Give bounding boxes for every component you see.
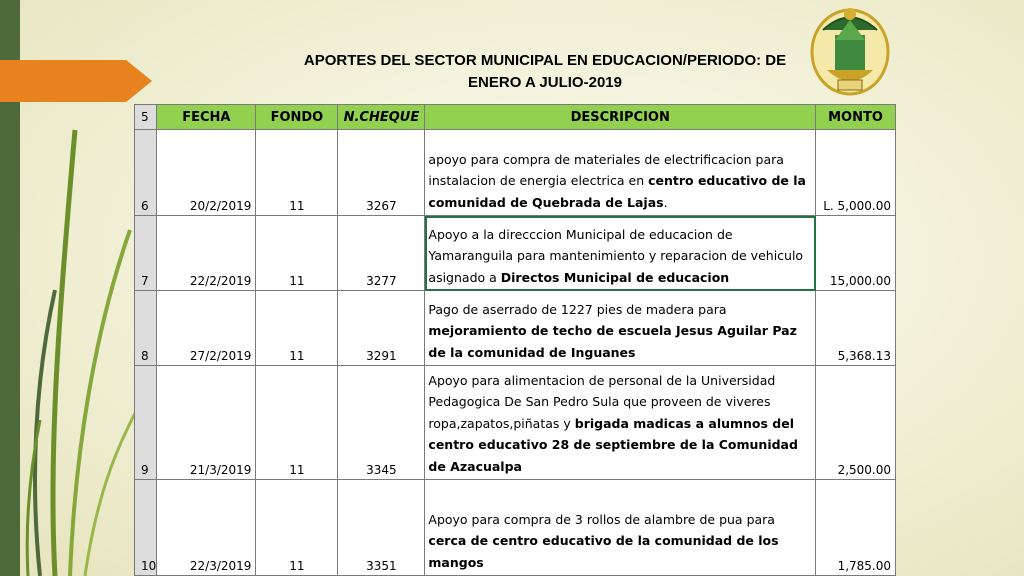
row-number[interactable]: 7 bbox=[135, 216, 157, 291]
header-fondo[interactable]: FONDO bbox=[256, 105, 338, 130]
desc-tail: . bbox=[663, 194, 668, 210]
desc-bold: centro educativo de la comunidad de Quebrada de Lajas bbox=[428, 173, 806, 210]
cell-fondo[interactable]: 11 bbox=[256, 480, 338, 576]
cell-cheque[interactable]: 3291 bbox=[338, 291, 425, 366]
desc-plain: Pago de aserrado de 1227 pies de madera para bbox=[428, 301, 727, 317]
cell-monto[interactable]: 2,500.00 bbox=[816, 366, 896, 480]
table-row bbox=[135, 480, 896, 576]
desc-plain: Apoyo para alimentacion de personal de la Universidad Pedagogica De San Pedro Sula que proveen de viveres ropa,zapatos,piñatas y bbox=[428, 372, 776, 431]
cell-fecha[interactable]: 21/3/2019 bbox=[157, 366, 256, 480]
cell-monto[interactable]: 1,785.00 bbox=[816, 480, 896, 576]
page-title bbox=[270, 50, 820, 94]
row-number[interactable]: 5 bbox=[135, 105, 157, 130]
desc-plain: Apoyo para compra de 3 rollos de alambre de pua para bbox=[428, 511, 775, 527]
table-row bbox=[135, 130, 896, 216]
cell-fecha[interactable]: 22/3/2019 bbox=[157, 480, 256, 576]
cell-cheque[interactable]: 3277 bbox=[338, 216, 425, 291]
desc-plain: apoyo para compra de materiales de electrificacion para instalacion de energia electrica en bbox=[428, 151, 784, 188]
row-number[interactable]: 10 bbox=[135, 480, 157, 576]
table-row bbox=[135, 216, 896, 291]
spreadsheet-table bbox=[134, 104, 896, 576]
cell-fondo[interactable]: 11 bbox=[256, 291, 338, 366]
cell-fecha[interactable]: 20/2/2019 bbox=[157, 130, 256, 216]
cell-fecha[interactable]: 27/2/2019 bbox=[157, 291, 256, 366]
header-descripcion[interactable]: DESCRIPCION bbox=[425, 105, 816, 130]
header-cheque[interactable]: N.CHEQUE bbox=[338, 105, 425, 130]
cell-monto[interactable]: L. 5,000.00 bbox=[816, 130, 896, 216]
title-line-1: APORTES DEL SECTOR MUNICIPAL EN EDUCACION/PERIODO: DE bbox=[303, 52, 787, 69]
desc-bold: cerca de centro educativo de la comunidad de los mangos bbox=[428, 533, 779, 570]
cell-descripcion[interactable] bbox=[425, 480, 816, 576]
table-row bbox=[135, 291, 896, 366]
cell-fondo[interactable]: 11 bbox=[256, 366, 338, 480]
cell-fondo[interactable]: 11 bbox=[256, 216, 338, 291]
cell-monto[interactable]: 15,000.00 bbox=[816, 216, 896, 291]
cell-descripcion[interactable] bbox=[425, 291, 816, 366]
desc-plain: Apoyo a la direcccion Municipal de educacion de Yamaranguila para mantenimiento y reparacion de vehiculo asignado a bbox=[428, 226, 804, 285]
cell-cheque[interactable]: 3345 bbox=[338, 366, 425, 480]
table-row bbox=[135, 366, 896, 480]
cell-descripcion[interactable] bbox=[425, 366, 816, 480]
cell-descripcion[interactable] bbox=[425, 130, 816, 216]
cell-monto[interactable]: 5,368.13 bbox=[816, 291, 896, 366]
cell-fondo[interactable]: 11 bbox=[256, 130, 338, 216]
header-fecha[interactable]: FECHA bbox=[157, 105, 256, 130]
title-line-2: ENERO A JULIO-2019 bbox=[468, 74, 622, 91]
row-number[interactable]: 6 bbox=[135, 130, 157, 216]
header-row bbox=[135, 105, 896, 130]
cell-descripcion-selected[interactable] bbox=[425, 216, 816, 291]
row-number[interactable]: 9 bbox=[135, 366, 157, 480]
header-monto[interactable]: MONTO bbox=[816, 105, 896, 130]
desc-bold: Directos Municipal de educacion bbox=[500, 269, 730, 285]
row-number[interactable]: 8 bbox=[135, 291, 157, 366]
cell-fecha[interactable]: 22/2/2019 bbox=[157, 216, 256, 291]
cell-cheque[interactable]: 3267 bbox=[338, 130, 425, 216]
orange-arrow bbox=[0, 60, 152, 102]
cell-cheque[interactable]: 3351 bbox=[338, 480, 425, 576]
desc-bold: mejoramiento de techo de escuela Jesus Aguilar Paz de la comunidad de Inguanes bbox=[428, 323, 797, 360]
desc-bold: brigada madicas a alumnos del centro educativo 28 de septiembre de la Comunidad de Azacualpa bbox=[428, 415, 798, 474]
